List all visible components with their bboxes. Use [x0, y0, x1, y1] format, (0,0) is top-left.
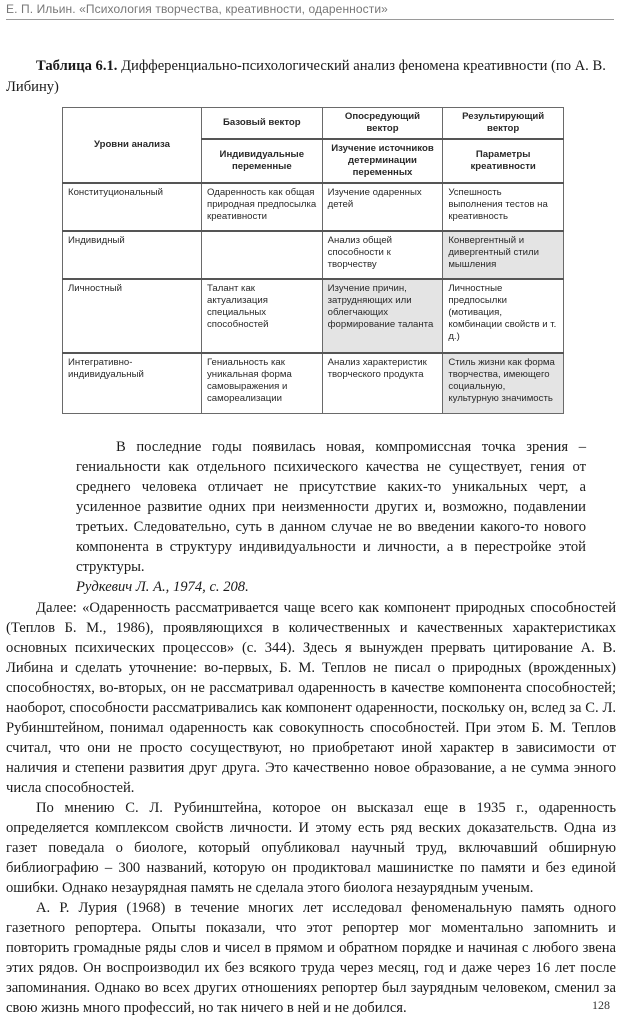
table-cell: Талант как актуализация специальных способностей: [202, 279, 323, 353]
analysis-levels-table: [62, 107, 564, 414]
header-cell-base-vector: Базовый вектор: [202, 108, 323, 140]
paragraph: А. Р. Лурия (1968) в течение многих лет исследовал феноменальную память одного газетного репортера. Опыты показали, что этот репортер мог моментально запомнить и повторить громадные ряды слов и чисел в прямом и обратном порядке и начиная с любого звена этих рядов. Он воспроизводил их без всякого труда через месяц, год и даже через 16 лет после запоминания. Однако во всех других отношениях репортер был заурядным человеком, сменил за свою жизнь много профессий, но так ничего в ней и не добился.: [6, 900, 616, 1016]
quote-text: В последние годы появилась новая, компромиссная точка зрения – гениальности как отдельного психического качества не существует, гения от среднего человека отличает не присутствие каких-то уникальных черт, а усиленное развитие одних при неизменности других и, возможно, подавлении третьих. Следовательно, суть в данном случае не во введении какого-то нового компонента в структуру индивидуальности и личности, а в перестройке этой структуры.: [76, 439, 586, 575]
table-caption-text: Дифференциально-психологический анализ феномена креативности (по А. В. Либину): [6, 58, 606, 95]
level-cell: Личностный: [63, 279, 202, 353]
page-number: 128: [592, 998, 610, 1012]
paragraph: По мнению С. Л. Рубинштейна, которое он высказал еще в 1935 г., одаренность определяется комплексом свойств личности. И этому есть ряд веских доказательств. Одна из газет поведала о биологе, который опубликовал научный труд, включавший обширную библиографию – 300 названий, которую он продиктовал машинистке по памяти и без единой ошибки. Однако незаурядная память не сделала этого биолога незаурядным ученым.: [6, 800, 616, 896]
table-caption: [6, 56, 612, 98]
table-cell: Изучение одаренных детей: [322, 183, 443, 231]
level-cell: Конституциональный: [63, 183, 202, 231]
table-cell: Анализ общей способности к творчеству: [322, 231, 443, 279]
table-cell: Изучение причин, затрудняющих или облегчающих формирование таланта: [322, 279, 443, 353]
table-header-row: [63, 108, 564, 140]
subheader-cell-base: Индивидуальные переменные: [202, 139, 323, 183]
table-cell: Конвергентный и дивергентный стили мышления: [443, 231, 564, 279]
table-cell: Гениальность как уникальная форма самовыражения и самореализации: [202, 353, 323, 414]
paragraph: Далее: «Одаренность рассматривается чаще всего как компонент природных способностей (Теплов Б. М., 1986), проявляющихся в количественных и качественных характеристиках основных психических процессов» (с. 344). Здесь я вынужден прервать цитирование А. В. Либина и сделать уточнение: во-первых, Б. М. Теплов не писал о природных (врожденных) способностях, во-вторых, он не рассматривал одаренность в качестве компонента способностей; наоборот, способности рассматривались как компонент одаренности, поскольку он, вслед за С. Л. Рубинштейном, понимал одаренность как совокупность способностей. При этом Б. М. Теплов считал, что они не просто сосуществуют, но приобретают иной характер в зависимости от наличия и степени развития друг друга. Это качественно новое образование, а не сумма энного числа способностей.: [6, 600, 616, 796]
subheader-cell-mediating: Изучение источников детерминации переменных: [322, 139, 443, 183]
header-cell-mediating-vector: Опосредующий вектор: [322, 108, 443, 140]
table-row: [63, 183, 564, 231]
table-cell: Анализ характеристик творческого продукта: [322, 353, 443, 414]
table-cell: Личностные предпосылки (мотивация, комбинации свойств и т. д.): [443, 279, 564, 353]
level-cell: Индивидный: [63, 231, 202, 279]
table-row: [63, 279, 564, 353]
running-header: Е. П. Ильин. «Психология творчества, креативности, одаренности»: [6, 2, 614, 20]
subheader-cell-resulting: Параметры креативности: [443, 139, 564, 183]
table-cell: Успешность выполнения тестов на креативность: [443, 183, 564, 231]
table-row: [63, 353, 564, 414]
quote-source: Рудкевич Л. А., 1974, с. 208.: [76, 579, 249, 595]
table-row: [63, 231, 564, 279]
level-cell: Интегративно-индивидуальный: [63, 353, 202, 414]
table-cell: Одаренность как общая природная предпосылка креативности: [202, 183, 323, 231]
table-caption-label: Таблица 6.1.: [36, 58, 118, 74]
body-text: [6, 598, 616, 1018]
epigraph-quote: [76, 437, 586, 597]
table-cell: [202, 231, 323, 279]
header-cell-levels: Уровни анализа: [63, 108, 202, 184]
table-cell: Стиль жизни как форма творчества, имеющего социальную, культурную значимость: [443, 353, 564, 414]
header-cell-resulting-vector: Результирующий вектор: [443, 108, 564, 140]
